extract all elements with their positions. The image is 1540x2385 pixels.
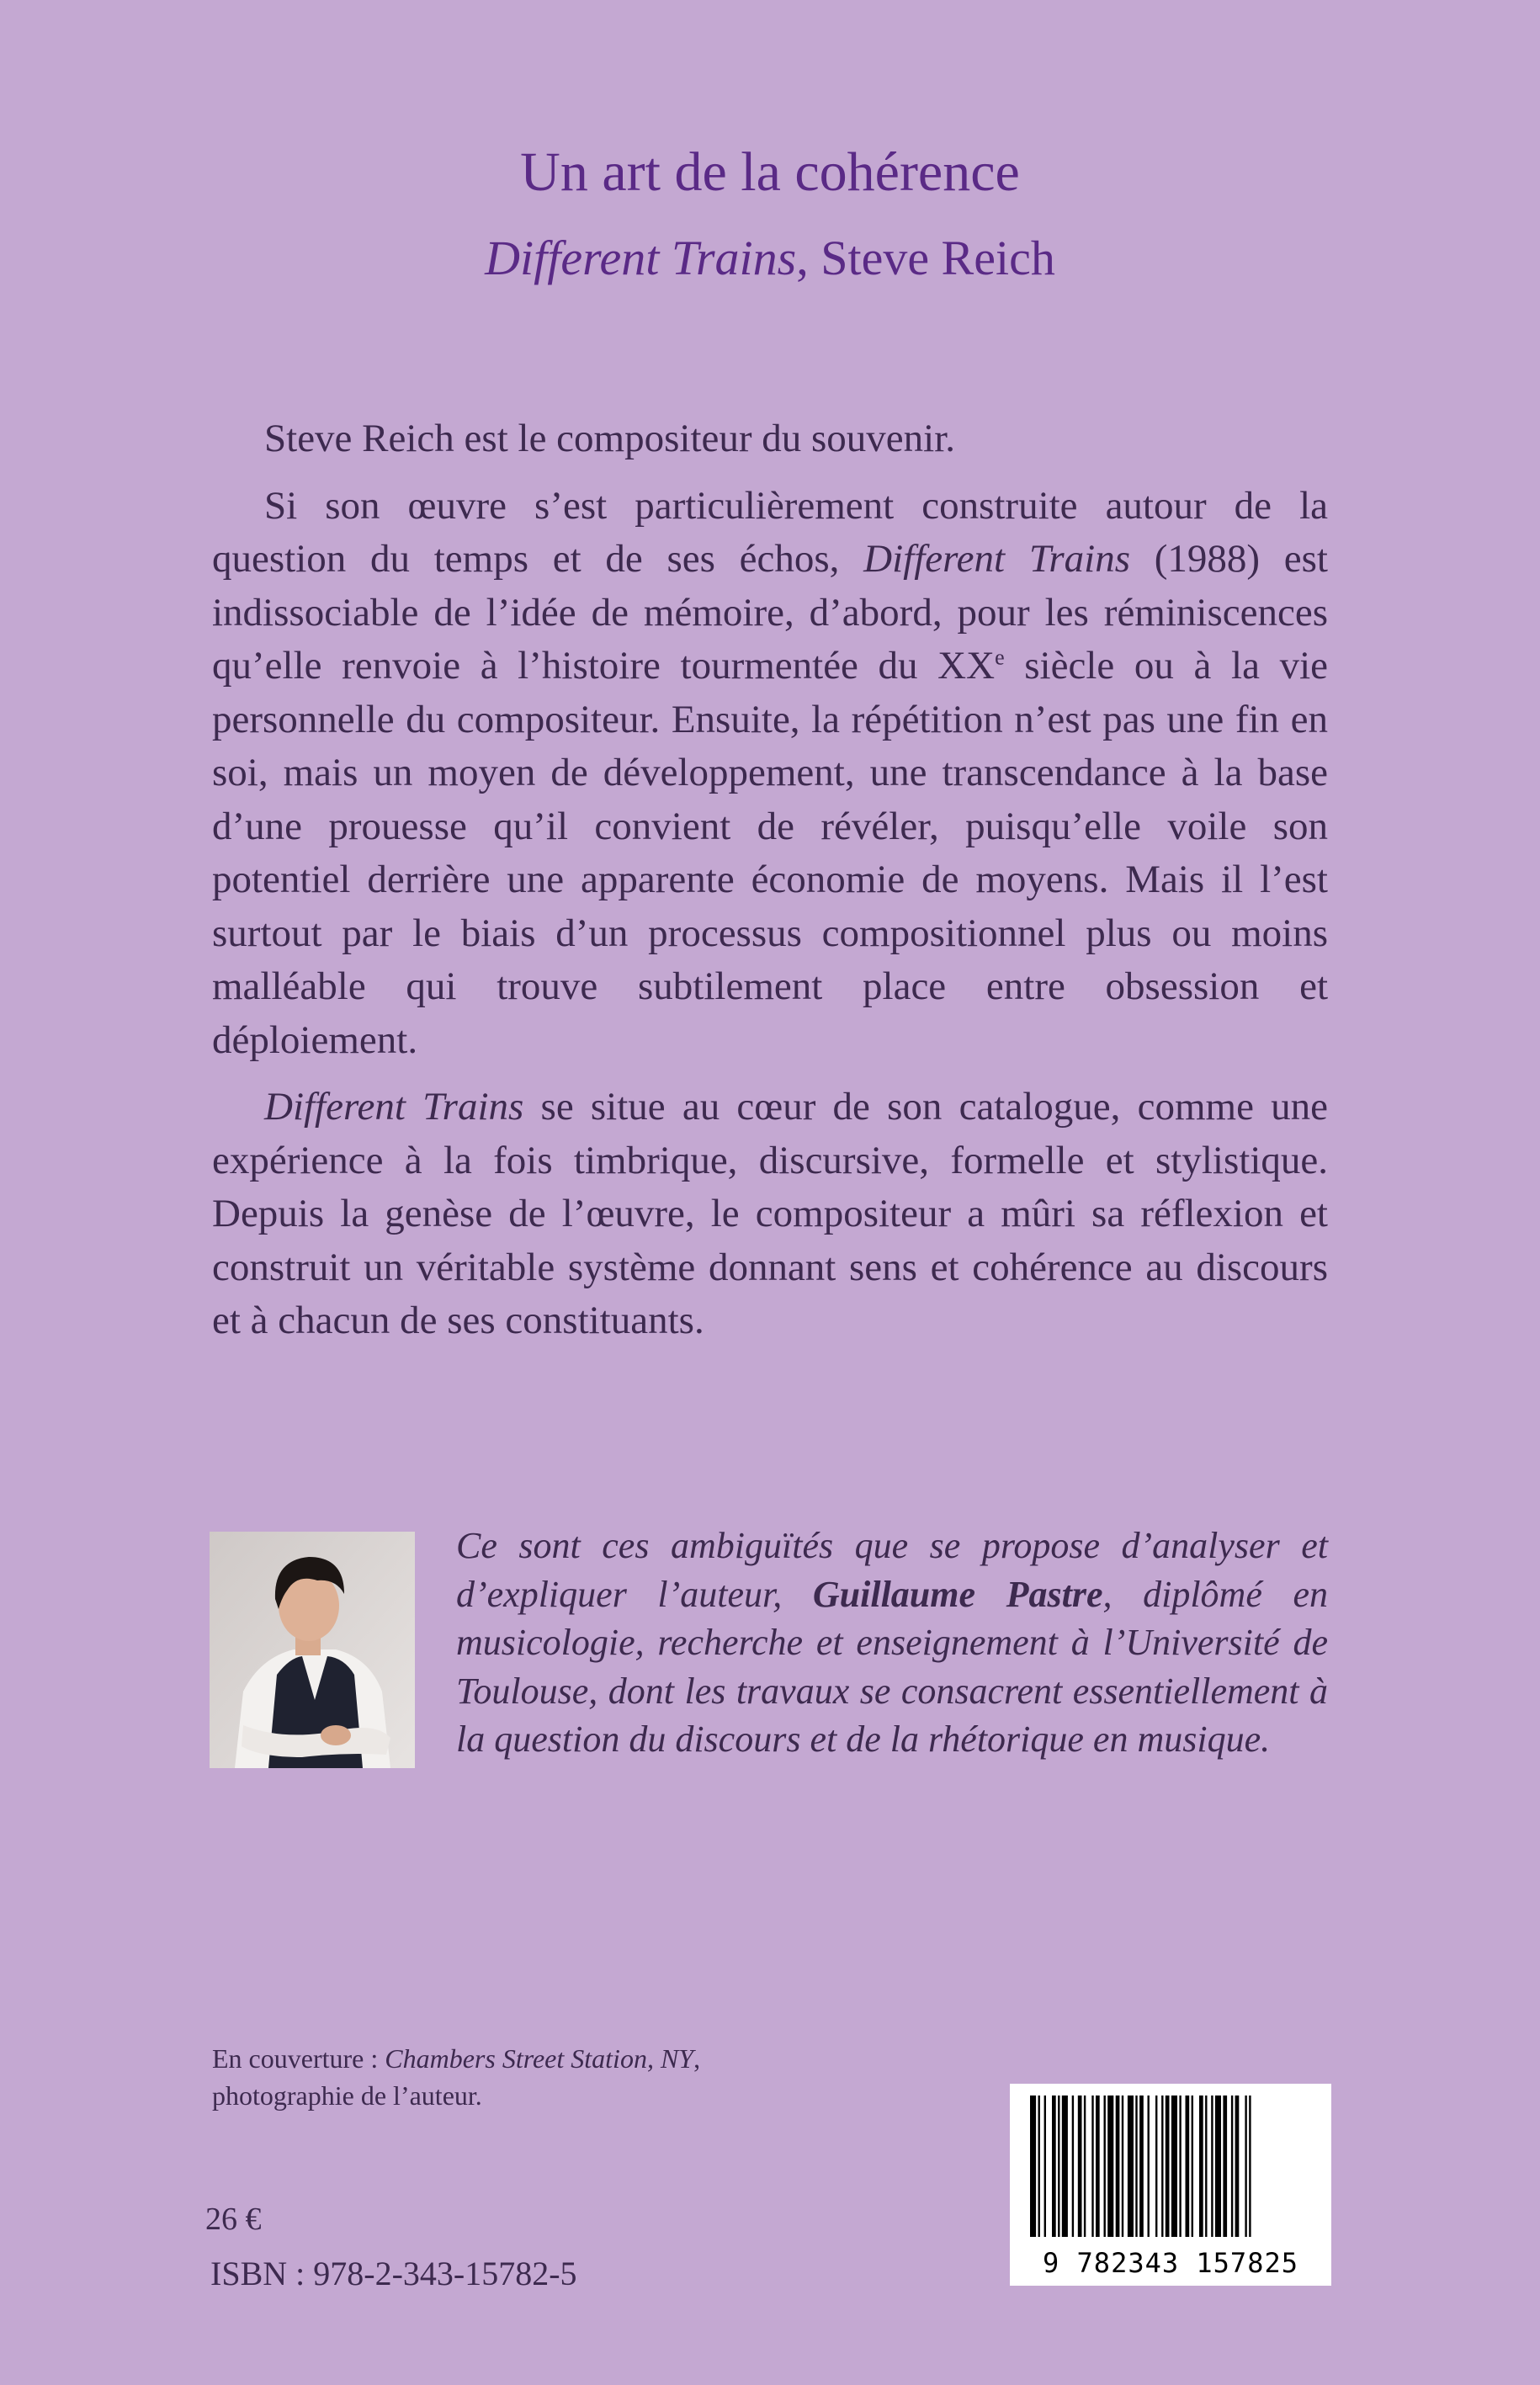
barcode-bars: [1010, 2084, 1331, 2244]
cover-credit-suffix: ,: [693, 2043, 701, 2074]
cover-credit-prefix: En couverture :: [212, 2043, 385, 2074]
blurb-p2-work: Different Trains: [863, 537, 1130, 581]
blurb-paragraph-3: [212, 1081, 1328, 1348]
blurb: [212, 412, 1328, 1362]
barcode-bar: [1128, 2096, 1134, 2237]
author-bio: [456, 1522, 1328, 1764]
barcode-bar: [1192, 2096, 1193, 2237]
blurb-p3-text: se situe au cœur de son catalogue, comme une expérience à la fois timbrique, discursive, formelle et stylistique. Depuis la genèse de l’œuvre, le compositeur a mûri sa réflexion et construit un véritable système donnant sens et cohérence au discours et à chacun de ses constituants.: [212, 1085, 1328, 1342]
barcode-bar: [1078, 2096, 1082, 2237]
subtitle-rest: , Steve Reich: [796, 231, 1055, 285]
barcode-bar: [1091, 2096, 1093, 2237]
barcode-bar: [1205, 2096, 1207, 2237]
price: 26 €: [205, 2202, 262, 2237]
barcode-bar: [1235, 2096, 1240, 2237]
cover-credit: [212, 2040, 700, 2114]
book-title: Un art de la cohérence: [520, 141, 1020, 203]
century-superscript: e: [995, 645, 1005, 670]
author-bio-text-b: , diplômé en musicologie, recherche et enseignement à l’Université de Toulouse, dont les travaux se consacrent essentiellement à la question du discours et de la rhétorique en musique.: [456, 1573, 1328, 1760]
isbn: ISBN : 978-2-343-15782-5: [210, 2255, 577, 2292]
barcode-bar: [1052, 2096, 1056, 2237]
barcode: [1010, 2084, 1331, 2286]
barcode-bar: [1166, 2096, 1170, 2237]
barcode-bar: [1122, 2096, 1123, 2237]
barcode-bar: [1161, 2096, 1163, 2237]
barcode-bar: [1096, 2096, 1100, 2237]
barcode-bar: [1104, 2096, 1106, 2237]
barcode-bar: [1155, 2096, 1157, 2237]
barcode-bar: [1223, 2096, 1227, 2237]
barcode-bar: [1044, 2096, 1046, 2237]
barcode-bar: [1179, 2096, 1181, 2237]
subtitle-work: Different Trains: [485, 231, 797, 285]
author-name: Guillaume Pastre: [812, 1573, 1103, 1615]
barcode-bar: [1072, 2096, 1074, 2237]
blurb-p2-text-b: (1988) est indissociable de l’idée de mémoire, d’abord, pour les réminiscences qu’elle renvoie à l’histoire tourmentée du XX: [212, 537, 1328, 688]
barcode-bar: [1211, 2096, 1213, 2237]
barcode-bar: [1171, 2096, 1177, 2237]
author-photo: [210, 1532, 415, 1768]
barcode-bar: [1135, 2096, 1137, 2237]
blurb-paragraph-1: Steve Reich est le compositeur du souvenir.: [264, 417, 956, 460]
barcode-bar: [1249, 2096, 1251, 2237]
barcode-bar: [1062, 2096, 1068, 2237]
cover-credit-line-1: [212, 2040, 700, 2077]
barcode-bar: [1186, 2096, 1190, 2237]
barcode-bar: [1107, 2096, 1113, 2237]
barcode-bar: [1139, 2096, 1144, 2237]
barcode-bar: [1199, 2096, 1203, 2237]
barcode-bar: [1215, 2096, 1221, 2237]
blurb-p2-text-a: Si son œuvre s’est particulièrement construite autour de la question du temps et de ses échos,: [212, 483, 1328, 581]
blurb-paragraph-2: [212, 480, 1328, 1068]
barcode-bar: [1148, 2096, 1150, 2237]
book-subtitle: [0, 231, 1540, 285]
barcode-bar: [1245, 2096, 1246, 2237]
barcode-bar: [1116, 2096, 1120, 2237]
author-bio-text-a: Ce sont ces ambiguïtés que se propose d’analyser et d’expliquer l’auteur,: [456, 1525, 1328, 1615]
cover-credit-line-2: photographie de l’auteur.: [212, 2080, 482, 2111]
blurb-p3-work: Different Trains: [264, 1085, 524, 1129]
barcode-digits: 9 782343 157825: [1043, 2247, 1298, 2279]
author-portrait-image: [210, 1532, 415, 1768]
barcode-bar: [1058, 2096, 1059, 2237]
barcode-bar: [1231, 2096, 1233, 2237]
barcode-bar: [1030, 2096, 1036, 2237]
barcode-bar: [1038, 2096, 1040, 2237]
blurb-p2-text-c: siècle ou à la vie personnelle du compositeur. Ensuite, la répétition n’est pas une fin en soi, mais un moyen de développement, une transcendance à la base d’une prouesse qu’il convient de révéler, puisqu’elle voile son potentiel derrière une apparente économie de moyens. Mais il l’est surtout par le biais d’un processus compositionnel plus ou moins malléable qui trouve subtilement place entre obsession et déploiement.: [212, 644, 1328, 1062]
barcode-bar: [1084, 2096, 1086, 2237]
cover-credit-work: Chambers Street Station, NY: [385, 2043, 694, 2074]
